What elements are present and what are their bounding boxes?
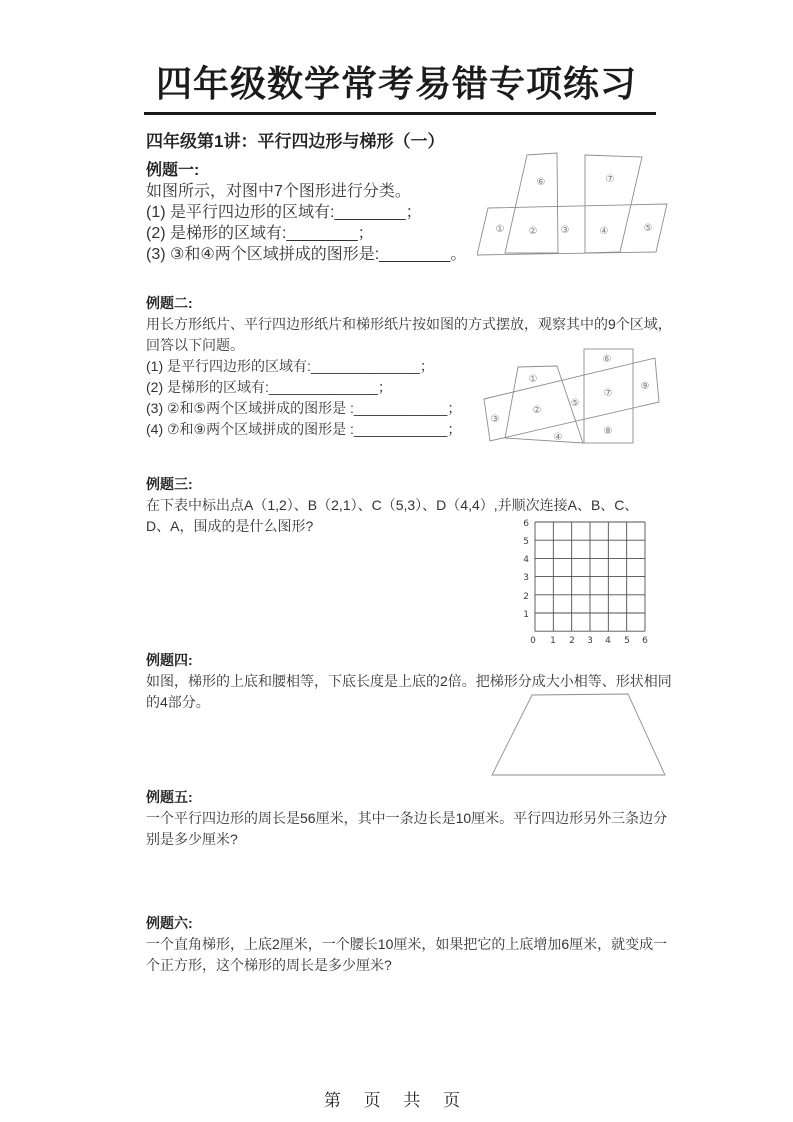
problem-2-line: (2) 是梯形的区域有:______________； <box>146 379 392 395</box>
problem-1 <box>146 160 466 265</box>
problem-3-line: 在下表中标出点A（1,2）、B（2,1）、C（5,3）、D（4,4）,并顺次连接A、B、C、 <box>146 497 639 513</box>
problem-1-label: 例题一: <box>146 162 200 179</box>
region-label-9: ⑨ <box>640 381 650 392</box>
region-label-6: ⑥ <box>536 177 546 188</box>
parallelogram-band-shape <box>477 204 667 255</box>
y-tick-3: 3 <box>523 573 529 583</box>
region-label-3: ③ <box>490 414 500 425</box>
problem-2-line: (1) 是平行四边形的区域有:______________； <box>146 358 434 374</box>
problem-3-label: 例题三: <box>146 476 193 492</box>
x-tick-4: 4 <box>605 636 611 646</box>
problem-1-line: (1) 是平行四边形的区域有:________； <box>146 204 422 221</box>
region-label-4: ④ <box>599 226 609 237</box>
problem-1-line: (2) 是梯形的区域有:________； <box>146 225 374 242</box>
region-label-7: ⑦ <box>603 388 613 399</box>
x-tick-6: 6 <box>642 636 648 646</box>
region-label-2: ② <box>528 226 538 237</box>
y-tick-1: 1 <box>523 610 529 620</box>
problem-2-line: (3) ②和⑤两个区域拼成的图形是 :____________； <box>146 400 462 416</box>
problem-6-line: 一个直角梯形，上底2厘米，一个腰长10厘米，如果把它的上底增加6厘米，就变成一 <box>146 936 668 952</box>
upper-quad-6-shape <box>505 153 558 253</box>
y-tick-4: 4 <box>523 555 529 565</box>
problem-6 <box>146 913 667 976</box>
problem-2-line: 回答以下问题。 <box>146 337 244 353</box>
region-label-1: ① <box>528 374 538 385</box>
footer-page-number: 第 页 共 页 <box>323 1091 470 1110</box>
problem-3-line: D、A，围成的是什么图形? <box>146 518 314 534</box>
title-divider <box>144 112 656 115</box>
region-label-7: ⑦ <box>605 174 615 185</box>
x-tick-2: 2 <box>569 636 575 646</box>
figure-seven-regions <box>477 148 691 260</box>
problem-2-line: 用长方形纸片、平行四边形纸片和梯形纸片按如图的方式摆放，观察其中的9个区域， <box>146 316 672 332</box>
problem-4-line: 如图，梯形的上底和腰相等，下底长度是上底的2倍。把梯形分成大小相等、形状相同 <box>146 673 672 689</box>
region-label-1: ① <box>495 224 505 235</box>
grid-lines <box>535 522 645 631</box>
problem-4-line: 的4部分。 <box>146 694 210 710</box>
page-title: 四年级数学常考易错专项练习 <box>155 63 637 104</box>
problem-5-line: 一个平行四边形的周长是56厘米，其中一条边长是10厘米。平行四边形另外三条边分 <box>146 810 668 826</box>
upper-quad-7-shape <box>585 155 642 253</box>
coordinate-grid-figure <box>515 514 665 650</box>
y-tick-6: 6 <box>523 519 529 529</box>
x-tick-3: 3 <box>587 636 593 646</box>
figure-nine-regions <box>483 340 690 458</box>
x-tick-0: 0 <box>530 636 536 646</box>
region-label-8: ⑧ <box>603 426 613 437</box>
problem-5-line: 别是多少厘米? <box>146 831 238 847</box>
x-tick-1: 1 <box>550 636 556 646</box>
x-tick-5: 5 <box>624 636 630 646</box>
problem-4-label: 例题四: <box>146 652 193 668</box>
problem-1-line: 如图所示，对图中7个图形进行分类。 <box>146 183 411 200</box>
region-label-6: ⑥ <box>602 354 612 365</box>
problem-6-line: 个正方形，这个梯形的周长是多少厘米? <box>146 957 392 973</box>
problem-5 <box>146 787 667 850</box>
region-label-4: ④ <box>553 432 563 443</box>
problem-6-label: 例题六: <box>146 915 193 931</box>
problem-1-line: (3) ③和④两个区域拼成的图形是:________。 <box>146 246 467 263</box>
region-label-5: ⑤ <box>643 223 653 234</box>
trapezoid-shape <box>492 694 665 775</box>
trapezoid-figure <box>480 690 680 782</box>
y-tick-2: 2 <box>523 592 529 602</box>
problem-5-label: 例题五: <box>146 789 193 805</box>
section-heading: 四年级第1讲：平行四边形与梯形（一） <box>146 132 445 151</box>
y-tick-5: 5 <box>523 537 529 547</box>
problem-2-line: (4) ⑦和⑨两个区域拼成的图形是 :____________； <box>146 421 462 437</box>
region-label-5: ⑤ <box>570 398 580 409</box>
problem-2-label: 例题二: <box>146 295 193 311</box>
region-label-2: ② <box>532 405 542 416</box>
region-label-3: ③ <box>560 225 570 236</box>
